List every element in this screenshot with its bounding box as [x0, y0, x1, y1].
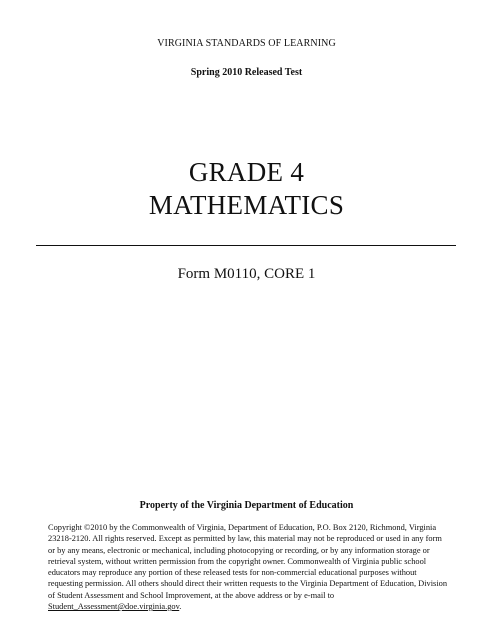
- copyright-notice: [48, 522, 450, 612]
- property-notice: Property of the Virginia Department of Education: [139, 500, 354, 511]
- horizontal-divider: [36, 245, 456, 246]
- title-subject: MATHEMATICS: [148, 190, 345, 220]
- copyright-text: Copyright ©2010 by the Commonwealth of Virginia, Department of Education, P.O. Box 2120, Richmond, Virginia 23218-2120. All rights reserved. Except as permitted by law, this material may not be reproduced or used in any form or by any means, electronic or mechanical, including photocopying or recording, or by any information storage or retrieval system, without written permission from the copyright owner. Commonwealth of Virginia public school educators may reproduce any portion of these released tests for non-commercial educational purposes without requesting permission. All others should direct their written requests to the Virginia Department of Education, Division of Student Assessment and School Improvement, at the above address or by e-mail to: [48, 523, 448, 600]
- title-grade: GRADE 4: [188, 157, 305, 187]
- contact-email-link[interactable]: Student_Assessment@doe.virginia.gov: [48, 602, 180, 612]
- copyright-end: .: [179, 602, 182, 612]
- form-identifier: Form M0110, CORE 1: [177, 266, 316, 282]
- header-standards: VIRGINIA STANDARDS OF LEARNING: [157, 38, 336, 49]
- page-title: [0, 156, 493, 222]
- header-test-edition: Spring 2010 Released Test: [190, 67, 303, 78]
